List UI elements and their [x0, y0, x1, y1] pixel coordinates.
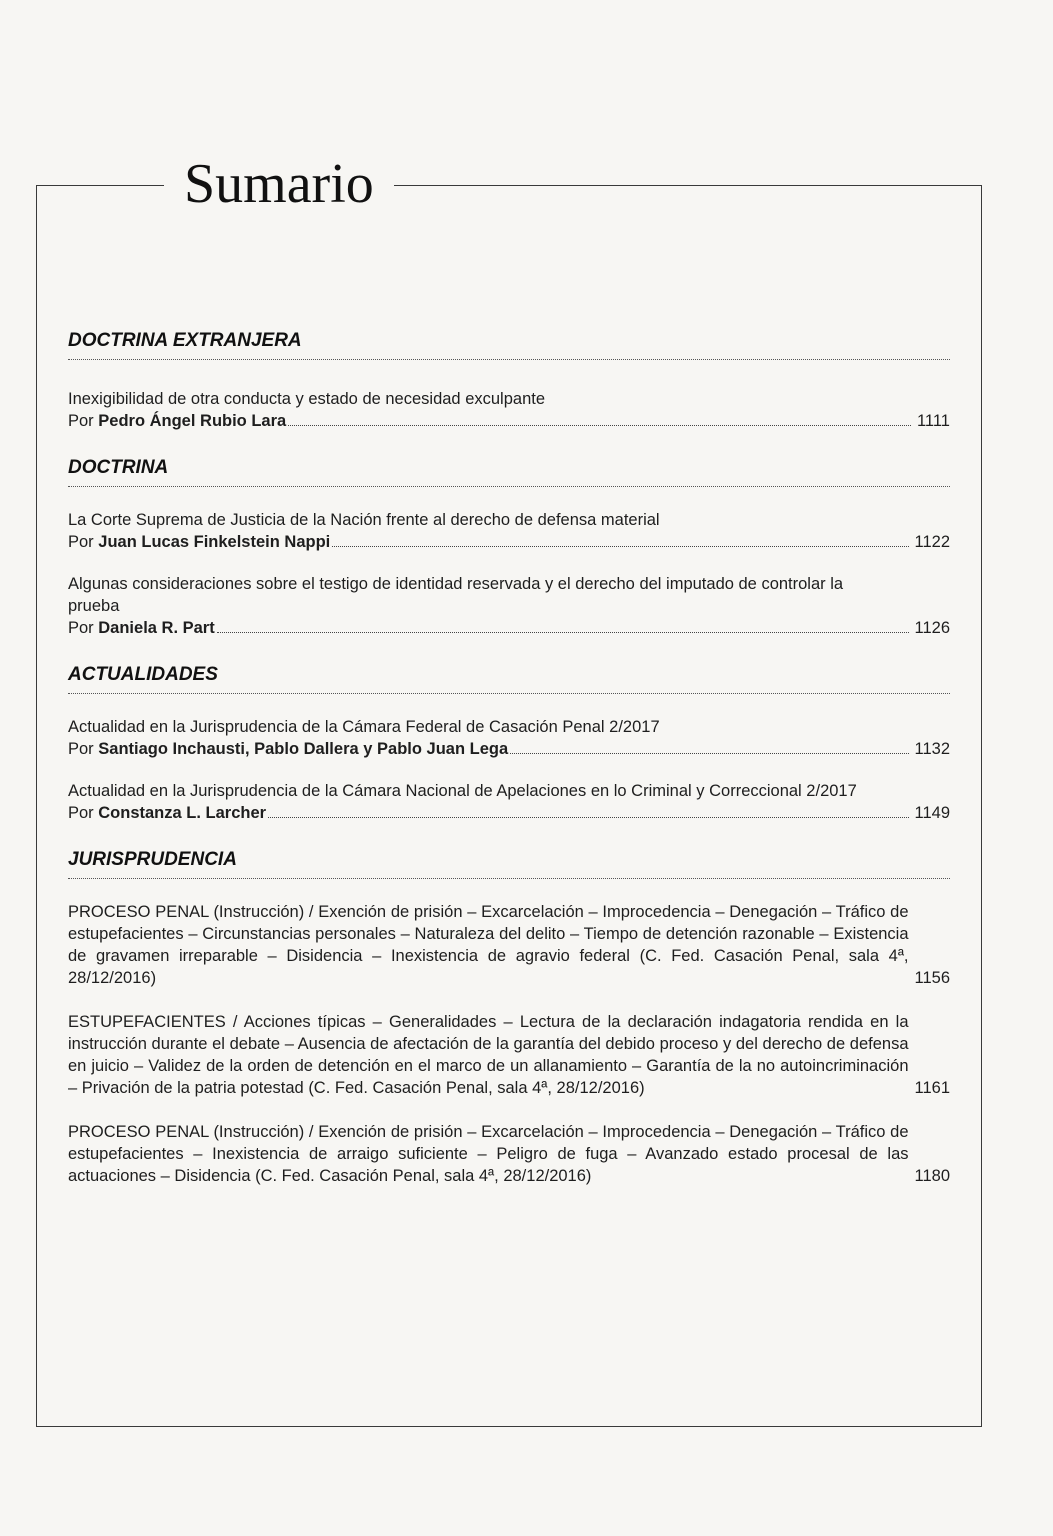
page-number: 1149 [914, 804, 950, 822]
title-wrap [164, 152, 394, 216]
entry-text: PROCESO PENAL (Instrucción) / Exención de prisión – Excarcelación – Improcedencia – Denegación – Tráfico de estupefacientes – Inexistencia de arraigo suficiente – Peligro de fuga – Avanzado estado procesal de las actuaciones – Disidencia (C. Fed. Casación Penal, sala 4ª, 28/12/2016) [68, 1123, 909, 1185]
section-heading: ACTUALIDADES [68, 659, 950, 694]
entry-title: Inexigibilidad de otra conducta y estado de necesidad exculpante [68, 390, 546, 408]
section-heading: DOCTRINA [68, 452, 950, 487]
page-number: 1180 [914, 1167, 950, 1185]
page-number: 1111 [916, 412, 950, 430]
section-actualidades [68, 659, 950, 824]
toc-entry[interactable] [68, 716, 950, 760]
entry-author: Daniela R. Part [98, 619, 215, 637]
page-number: 1122 [914, 533, 950, 551]
summary-content [68, 325, 950, 1209]
entry-author: Santiago Inchausti, Pablo Dallera y Pablo Juan Lega [98, 740, 509, 758]
entry-title: La Corte Suprema de Justicia de la Nación frente al derecho de defensa material [68, 511, 660, 529]
section-jurisprudencia [68, 844, 950, 1187]
section-heading: JURISPRUDENCIA [68, 844, 950, 879]
dot-leader [217, 632, 909, 633]
entry-author: Constanza L. Larcher [98, 804, 267, 822]
author-prefix: Por [68, 412, 99, 430]
author-prefix: Por [68, 740, 99, 758]
dot-leader [288, 425, 911, 426]
page-number: 1126 [914, 619, 950, 637]
entry-text: ESTUPEFACIENTES / Acciones típicas – Generalidades – Lectura de la declaración indagatoria rendida en la instrucción durante el debate – Ausencia de afectación de la garantía del debido proceso y del derecho de defensa en juicio – Validez de la orden de detención en el marco de un allanamiento – Garantía de la no autoincriminación – Privación de la patria potestad (C. Fed. Casación Penal, sala 4ª, 28/12/2016) [68, 1013, 909, 1097]
entry-title: Actualidad en la Jurisprudencia de la Cámara Nacional de Apelaciones en lo Criminal y Correccional 2/2017 [68, 782, 857, 800]
section-doctrina [68, 452, 950, 639]
toc-entry[interactable] [68, 1011, 950, 1099]
entry-title: Algunas consideraciones sobre el testigo de identidad reservada y el derecho del imputado de controlar la prueba [68, 575, 844, 615]
toc-entry[interactable] [68, 1121, 950, 1187]
dot-leader [510, 753, 908, 754]
entry-text: PROCESO PENAL (Instrucción) / Exención de prisión – Excarcelación – Improcedencia – Denegación – Tráfico de estupefacientes – Circunstancias personales – Naturaleza del delito – Tiempo de detención razonable – Existencia de gravamen irreparable – Disidencia – Inexistencia de agravio federal (C. Fed. Casación Penal, sala 4ª, 28/12/2016) [68, 903, 909, 987]
page-number: 1161 [914, 1079, 950, 1097]
author-prefix: Por [68, 533, 99, 551]
entry-author: Juan Lucas Finkelstein Nappi [98, 533, 331, 551]
author-prefix: Por [68, 619, 99, 637]
author-prefix: Por [68, 804, 99, 822]
section-doctrina-extranjera [68, 325, 950, 432]
toc-entry[interactable] [68, 901, 950, 989]
section-heading: DOCTRINA EXTRANJERA [68, 325, 950, 360]
entry-title: Actualidad en la Jurisprudencia de la Cámara Federal de Casación Penal 2/2017 [68, 718, 660, 736]
toc-entry[interactable] [68, 573, 950, 639]
page-title: Sumario [184, 153, 374, 215]
dot-leader [268, 817, 908, 818]
dot-leader [332, 546, 908, 547]
entry-author: Pedro Ángel Rubio Lara [98, 412, 287, 430]
page-number: 1132 [914, 740, 950, 758]
toc-entry[interactable] [68, 388, 950, 432]
toc-entry[interactable] [68, 509, 950, 553]
toc-entry[interactable] [68, 780, 950, 824]
page-number: 1156 [914, 969, 950, 987]
